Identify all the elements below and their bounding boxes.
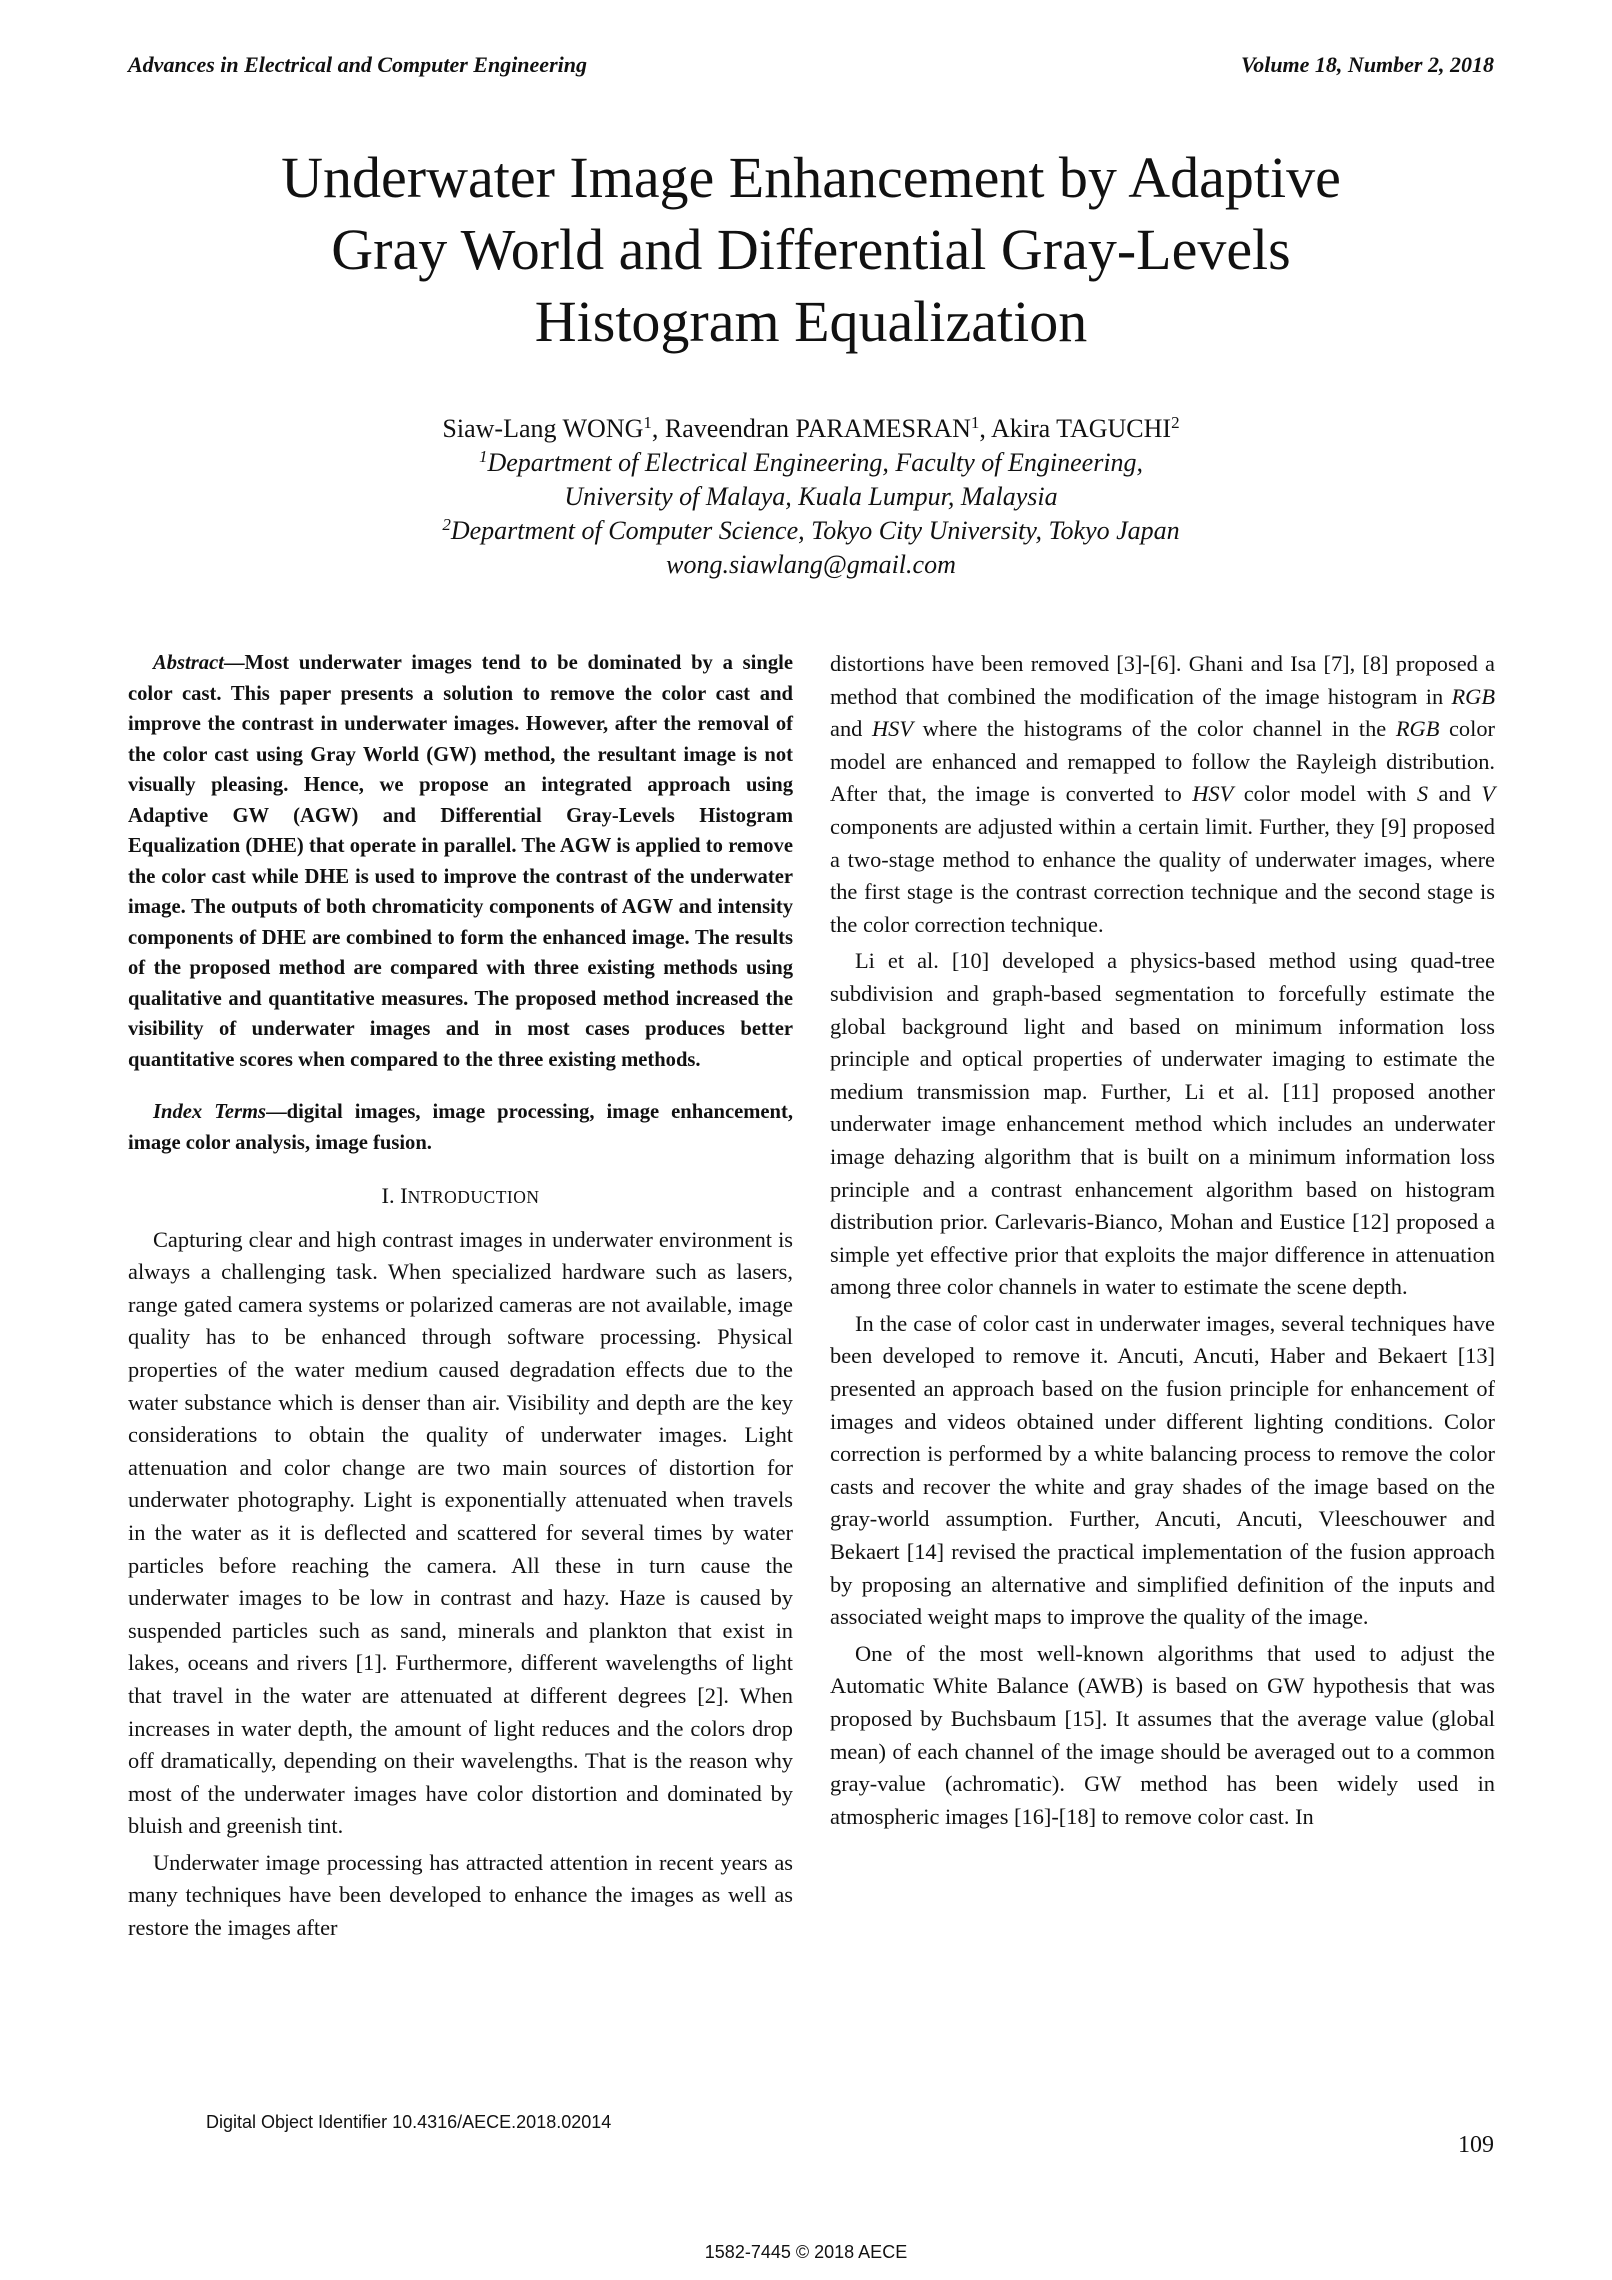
author-block [128,412,1494,582]
body-paragraph: Capturing clear and high contrast images in underwater environment is always a challenging task. When specialized hardware such as lasers, range gated camera systems or polarized cameras are not available, image quality has to be enhanced through software processing. Physical properties of the water medium caused degradation effects due to the water substance which is denser than air. Visibility and depth are the key considerations to obtain the quality of underwater images. Light attenuation and color change are two main sources of distortion for underwater photography. Light is exponentially attenuated when travels in the water as it is deflected and scattered for several times by water particles before reaching the camera. All these in turn cause the underwater images to be low in contrast and hazy. Haze is caused by suspended particles such as sand, minerals and plankton that exist in lakes, oceans and rivers [1]. Furthermore, different wavelengths of light that travel in the water are attenuated at different degrees [2]. When increases in water depth, the amount of light reduces and the colors drop off dramatically, depending on their wavelengths. That is the reason why most of the underwater images have color distortion and dominated by bluish and greenish tint. [128,1226,793,1839]
affiliation-1 [128,446,1494,480]
doi: Digital Object Identifier 10.4316/AECE.2018.02014 [206,2112,612,2132]
text-run: and [1428,781,1482,807]
body-paragraph: Underwater image processing has attracted attention in recent years as many techniques have been developed to enhance the images as well as restore the images after [128,1849,793,1941]
author-3-sup: 2 [1171,413,1180,432]
section-title-rest: NTRODUCTION [407,1187,540,1207]
abstract-text: —Most underwater images tend to be dominated by a single color cast. This paper presents a solution to remove the color cast and improve the contrast in underwater images. However, after the removal of the color cast using Gray World (GW) method, the resultant image is not visually pleasing. Hence, we propose an integrated approach using Adaptive GW (AGW) and Differential Gray-Levels Histogram Equalization (DHE) that operate in parallel. The AGW is applied to remove the color cast while DHE is used to improve the contrast of the underwater image. The outputs of both chromaticity components of AGW and intensity components of DHE are combined to form the enhanced image. The results of the proposed method are compared with three existing methods using qualitative and quantitative measures. The proposed method increased the visibility of underwater images and in most cases produces better quantitative scores when compared to the three existing methods. [128,652,793,1071]
section-title-initial: I [400,1183,408,1208]
body-paragraph: In the case of color cast in underwater images, several techniques have been developed to remove it. Ancuti, Ancuti, Haber and Bekaert [13] presented an approach based on the fusion principle for enhancement of images and videos obtained under different lighting conditions. Color correction is performed by a white balancing process to remove the color casts and recover the white and gray shades of the image based on the gray-world assumption. Further, Ancuti, Ancuti, Vleeschouwer and Bekaert [14] revised the practical implementation of the fusion approach by proposing an alternative and simplified definition of the inputs and associated weight maps to improve the quality of the image. [830,1310,1495,1630]
affiliation-1-sup: 1 [478,447,488,466]
index-terms-text: —digital images, image processing, image enhancement, image color analysis, image fusion. [128,1101,793,1154]
text-run: components are adjusted within a certain limit. Further, they [9] proposed a two-stage method to enhance the quality of underwater images, where the first stage is the contrast correction technique and the second stage is the color correction technique. [830,813,1495,937]
abstract-label: Abstract [153,652,224,674]
volume-info: Volume 18, Number 2, 2018 [1240,52,1494,77]
body-paragraph: Li et al. [10] developed a physics-based method using quad-tree subdivision and graph-based segmentation to forcefully estimate the global background light and based on minimum information loss principle and optical properties of underwater imaging to estimate the medium transmission map. Further, Li et al. [11] proposed another underwater image enhancement method which includes an underwater image dehazing algorithm that is built on a minimum information loss principle and a contrast enhancement algorithm based on histogram distribution prior. Carlevaris-Bianco, Mohan and Eustice [12] proposed a simple yet effective prior that exploits the major difference in attenuation among three color channels in water to estimate the scene depth. [830,948,1495,1300]
body-paragraph: One of the most well-known algorithms that used to adjust the Automatic White Balance (AWB) is based on GW hypothesis that was proposed by Buchsbaum [15]. It assumes that the average value (global mean) of each channel of the image should be averaged out to a common gray-value (achromatic). GW method has been widely used in atmospheric images [16]-[18] to remove color cast. In [830,1640,1495,1829]
italic-term: HSV [1192,781,1234,807]
affiliation-2-sup: 2 [442,515,451,534]
section-number: I. [381,1183,401,1208]
text-run: where the histograms of the color channel in the [913,716,1396,742]
italic-term: RGB [1451,683,1495,709]
text-run: color model are enhanced and remapped to follow the Rayleigh distribution. After that, the image is converted to [830,716,1495,807]
issn-copyright: 1582-7445 © 2018 AECE [704,2242,908,2262]
affiliation-2-line-1: Department of Computer Science, Tokyo City University, Tokyo Japan [450,516,1180,545]
italic-term: RGB [1395,716,1440,742]
italic-term: S [1416,781,1429,807]
text-run: distortions have been removed [3]-[6]. Ghani and Isa [7], [8] proposed a method that combined the modification of the image histogram in [830,651,1495,709]
text-run: color model with [1233,781,1417,807]
affiliation-1-line-2: University of Malaya, Kuala Lumpur, Malaysia [564,482,1058,511]
left-column [128,648,793,1949]
journal-name: Advances in Electrical and Computer Engineering [128,52,587,77]
author-1: Siaw-Lang WONG [442,414,644,443]
paper-title [128,142,1494,358]
title-line-2: Gray World and Differential Gray-Levels [331,217,1291,282]
affiliation-1-line-1: Department of Electrical Engineering, Faculty of Engineering, [487,448,1144,477]
title-line-1: Underwater Image Enhancement by Adaptive [281,145,1341,210]
author-2: , Raveendran PARAMESRAN [651,414,971,443]
page-number: 109 [1458,2132,1494,2158]
right-column [830,648,1495,1837]
affiliation-2 [128,514,1494,548]
author-2-sup: 1 [970,413,980,432]
author-1-sup: 1 [643,413,652,432]
running-header [128,52,1494,86]
author-3: , Akira TAGUCHI [979,414,1172,443]
title-line-3: Histogram Equalization [534,289,1088,354]
author-email: wong.siawlang@gmail.com [666,550,956,579]
text-run: and [830,716,872,742]
abstract [128,648,793,1075]
body-paragraph-continued [830,648,1495,941]
index-terms [128,1097,793,1158]
index-terms-label: Index Terms [153,1101,267,1123]
italic-term: V [1481,781,1495,807]
italic-term: HSV [871,716,913,742]
section-heading-introduction [128,1180,793,1214]
author-names [128,412,1494,446]
